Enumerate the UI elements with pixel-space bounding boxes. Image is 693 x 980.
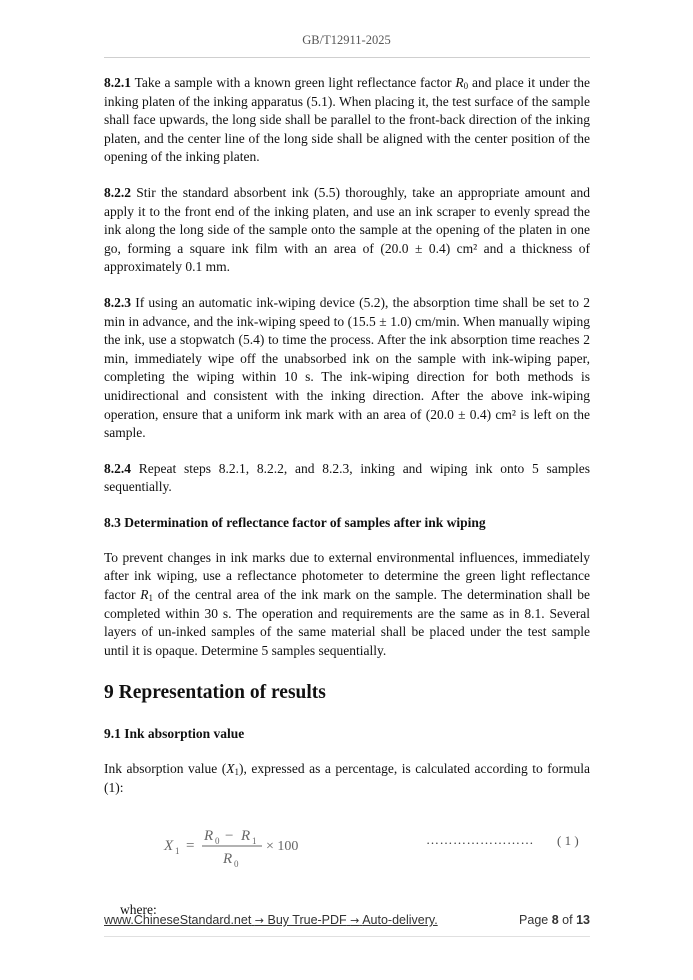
clause-text: If using an automatic ink-wiping device (5.2), the absorption time shall be set to 2 min in advance, and the ink-wiping speed to (15.5 ± 1.0) cm/min. When manually wiping the ink, use a stopwatch (5.4) to time the process. After the ink absorption time reaches 2 min, immediately wipe off the unabsorbed ink on the sample with ink-wiping paper, completing the wiping within 10 s. The ink-wiping direction for both methods is unidirectional and consistent with the inking direction. After the above ink-wiping operation, ensure that a uniform ink mark with an area of (20.0 ± 0.4) cm² is left on the sample. — [104, 294, 590, 441]
page-counter — [519, 913, 590, 927]
clause-text: ), expressed as a percentage, is calculated according to formula (1): — [104, 761, 590, 796]
clause-text: Repeat steps 8.2.1, 8.2.2, and 8.2.3, inking and wiping ink onto 5 samples sequentially. — [104, 460, 590, 495]
formula-equals: = — [186, 837, 195, 854]
formula-1 — [104, 818, 590, 882]
formula-numerator-b: R — [241, 827, 251, 844]
document-body — [104, 74, 590, 919]
symbol-subscript: 1 — [234, 767, 240, 778]
clause-text: Take a sample with a known green light reflectance factor — [131, 75, 456, 90]
formula-leader-dots: …………………… — [426, 831, 534, 847]
clause-text: Stir the standard absorbent ink (5.5) thoroughly, take an appropriate amount and apply it to the front end of the inking platen, and use an ink scraper to evenly spread the ink along the long side of the sample onto the sample at the opening of the platen in one go, forming a square ink film with an area of (20.0 ± 0.4) cm² and a thickness of approximately 0.1 mm. — [104, 184, 590, 275]
footer-rule — [104, 936, 590, 937]
symbol-subscript: 1 — [148, 593, 154, 604]
formula-minus: − — [225, 827, 234, 844]
running-header: GB/T12911-2025 — [302, 33, 391, 47]
clause-text: and place it under the inking platen of the inking apparatus (5.1). When placing it, the test surface of the sample shall face upwards, the long side shall be parallel to the front-back direction of the inking platen, and the center line of the long side shall be aligned with the center position of the opening of the inking platen. — [104, 75, 591, 165]
clause-9-1-body — [104, 760, 590, 797]
clause-8-2-4 — [104, 460, 590, 497]
formula-lhs-subscript: 1 — [175, 845, 180, 856]
symbol-subscript: 0 — [463, 81, 469, 91]
clause-8-2-2 — [104, 184, 590, 277]
formula-numerator-b-subscript: 1 — [252, 835, 257, 846]
formula-numerator-a-subscript: 0 — [215, 835, 220, 846]
symbol-x: X — [226, 761, 235, 777]
arrow-right-icon: → — [254, 914, 265, 927]
formula-numerator-a: R — [204, 827, 214, 844]
heading-section-9: 9 Representation of results — [104, 682, 326, 704]
page-word: Page — [519, 913, 549, 927]
clause-8-2-3 — [104, 294, 590, 443]
footer-auto-text: Auto-delivery. — [362, 913, 438, 927]
clause-number: 8.2.2 — [104, 184, 131, 200]
clause-8-3-body — [104, 549, 590, 661]
clause-number: 8.2.4 — [104, 460, 131, 476]
arrow-right-icon: → — [350, 914, 360, 927]
formula-number: ( 1 ) — [557, 832, 579, 848]
heading-9-1: 9.1 Ink absorption value — [104, 726, 245, 742]
header-rule — [104, 57, 590, 58]
footer-site-text: www.ChineseStandard.net — [104, 913, 252, 927]
total-pages: 13 — [576, 913, 590, 927]
symbol-r: R — [455, 75, 464, 90]
formula-graphic — [104, 818, 364, 882]
page-footer — [104, 913, 590, 931]
footer-buy-text: Buy True-PDF — [267, 913, 347, 927]
heading-8-3: 8.3 Determination of reflectance factor of samples after ink wiping — [104, 514, 486, 530]
where-label: where: — [120, 901, 157, 917]
clause-text: Ink absorption value ( — [104, 761, 227, 777]
symbol-r: R — [140, 587, 149, 603]
formula-times-100: × 100 — [266, 838, 299, 854]
clause-text: To prevent changes in ink marks due to external environmental influences, immediately after ink wiping, use a reflectance photometer to determine the green light reflectance factor — [104, 549, 590, 603]
clause-number: 8.2.1 — [104, 75, 131, 90]
of-word: of — [562, 913, 573, 927]
formula-denominator: R — [223, 850, 233, 867]
formula-denominator-subscript: 0 — [234, 858, 239, 869]
current-page: 8 — [551, 913, 559, 927]
clause-text: of the central area of the ink mark on the sample. The determination shall be completed within 30 s. The operation and requirements are the same as in 8.1. Several layers of un-inked samples of the same material shall be placed under the test sample until it is opaque. Determine 5 samples sequentially. — [104, 587, 590, 658]
clause-8-2-1 — [104, 74, 590, 167]
formula-lhs: X — [164, 837, 174, 854]
footer-site-link[interactable] — [104, 913, 438, 927]
clause-number: 8.2.3 — [104, 294, 131, 310]
